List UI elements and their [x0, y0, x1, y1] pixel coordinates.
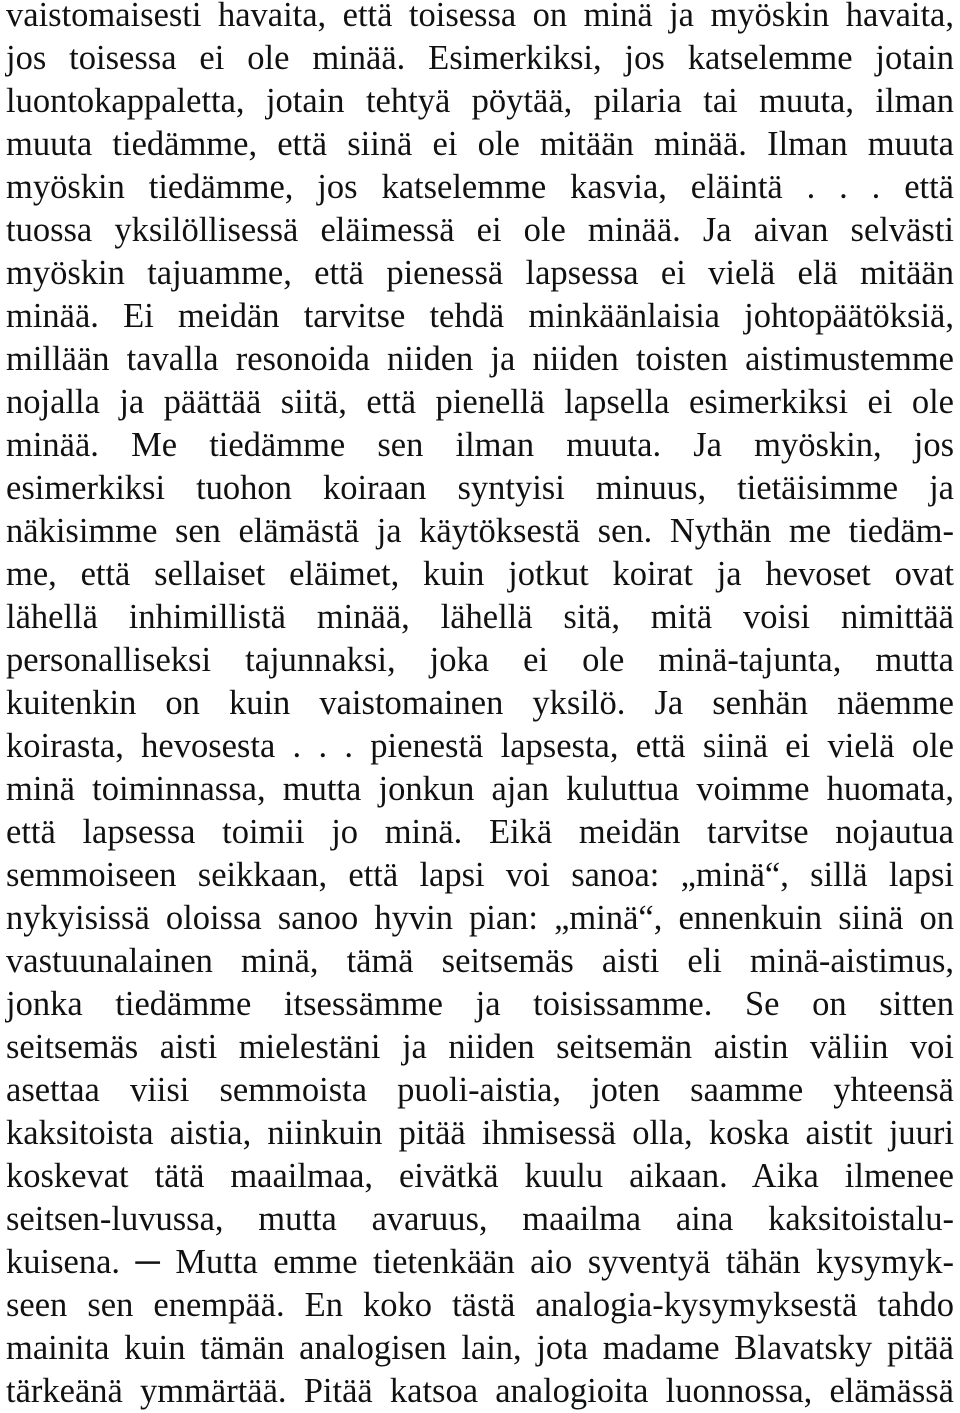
text-line: tuossa yksilöllisessä eläimessä ei ole minää. Ja aivan selvästi — [6, 211, 954, 249]
body-text — [6, 0, 954, 1413]
text-line: kuitenkin on kuin vaistomainen yksilö. Ja senhän näemme — [6, 684, 954, 722]
text-line: lähellä inhimillistä minää, lähellä sitä, mitä voisi nimittää — [6, 598, 954, 636]
text-line: nykyisissä oloissa sanoo hyvin pian: „minä“, ennenkuin siinä on — [6, 899, 954, 937]
text-line: jos toisessa ei ole minää. Esimerkiksi, jos katselemme jotain — [6, 39, 954, 77]
text-line: tärkeänä ymmärtää. Pitää katsoa analogioita luonnossa, elämässä — [6, 1372, 954, 1410]
text-line: nojalla ja päättää siitä, että pienellä lapsella esimerkiksi ei ole — [6, 383, 954, 421]
text-line: vaistomaisesti havaita, että toisessa on minä ja myöskin havaita, — [6, 0, 954, 34]
text-line: me, että sellaiset eläimet, kuin jotkut koirat ja hevoset ovat — [6, 555, 954, 593]
text-line: että lapsessa toimii jo minä. Eikä meidän tarvitse nojautua — [6, 813, 954, 851]
text-line: muuta tiedämme, että siinä ei ole mitään minää. Ilman muuta — [6, 125, 954, 163]
text-line: myöskin tiedämme, jos katselemme kasvia, eläintä . . . että — [6, 168, 954, 206]
text-line: minää. Me tiedämme sen ilman muuta. Ja myöskin, jos — [6, 426, 954, 464]
text-line: luontokappaletta, jotain tehtyä pöytää, pilaria tai muuta, ilman — [6, 82, 954, 120]
text-line: kaksitoista aistia, niinkuin pitää ihmisessä olla, koska aistit juuri — [6, 1114, 954, 1152]
text-line: jonka tiedämme itsessämme ja toisissamme. Se on sitten — [6, 985, 954, 1023]
text-line: mainita kuin tämän analogisen lain, jota madame Blavatsky pitää — [6, 1329, 954, 1367]
text-line: kuisena. ─ Mutta emme tietenkään aio syventyä tähän kysymyk- — [6, 1243, 954, 1281]
text-line: minä toiminnassa, mutta jonkun ajan kuluttua voimme huomata, — [6, 770, 954, 808]
text-line: seitsen-luvussa, mutta avaruus, maailma aina kaksitoistalu- — [6, 1200, 954, 1238]
text-line: esimerkiksi tuohon koiraan syntyisi minuus, tietäisimme ja — [6, 469, 954, 507]
text-line: semmoiseen seikkaan, että lapsi voi sanoa: „minä“, sillä lapsi — [6, 856, 954, 894]
text-line: minää. Ei meidän tarvitse tehdä minkäänlaisia johtopäätöksiä, — [6, 297, 954, 335]
text-line: myöskin tajuamme, että pienessä lapsessa ei vielä elä mitään — [6, 254, 954, 292]
text-line: asettaa viisi semmoista puoli-aistia, joten saamme yhteensä — [6, 1071, 954, 1109]
text-line: millään tavalla resonoida niiden ja niiden toisten aistimustemme — [6, 340, 954, 378]
text-line: koirasta, hevosesta . . . pienestä lapsesta, että siinä ei vielä ole — [6, 727, 954, 765]
text-line: seen sen enempää. En koko tästä analogia-kysymyksestä tahdo — [6, 1286, 954, 1324]
text-line: koskevat tätä maailmaa, eivätkä kuulu aikaan. Aika ilmenee — [6, 1157, 954, 1195]
text-line: personalliseksi tajunnaksi, joka ei ole minä-tajunta, mutta — [6, 641, 954, 679]
text-line: vastuunalainen minä, tämä seitsemäs aisti eli minä-aistimus, — [6, 942, 954, 980]
text-line: näkisimme sen elämästä ja käytöksestä sen. Nythän me tiedäm- — [6, 512, 954, 550]
text-line: seitsemäs aisti mielestäni ja niiden seitsemän aistin väliin voi — [6, 1028, 954, 1066]
